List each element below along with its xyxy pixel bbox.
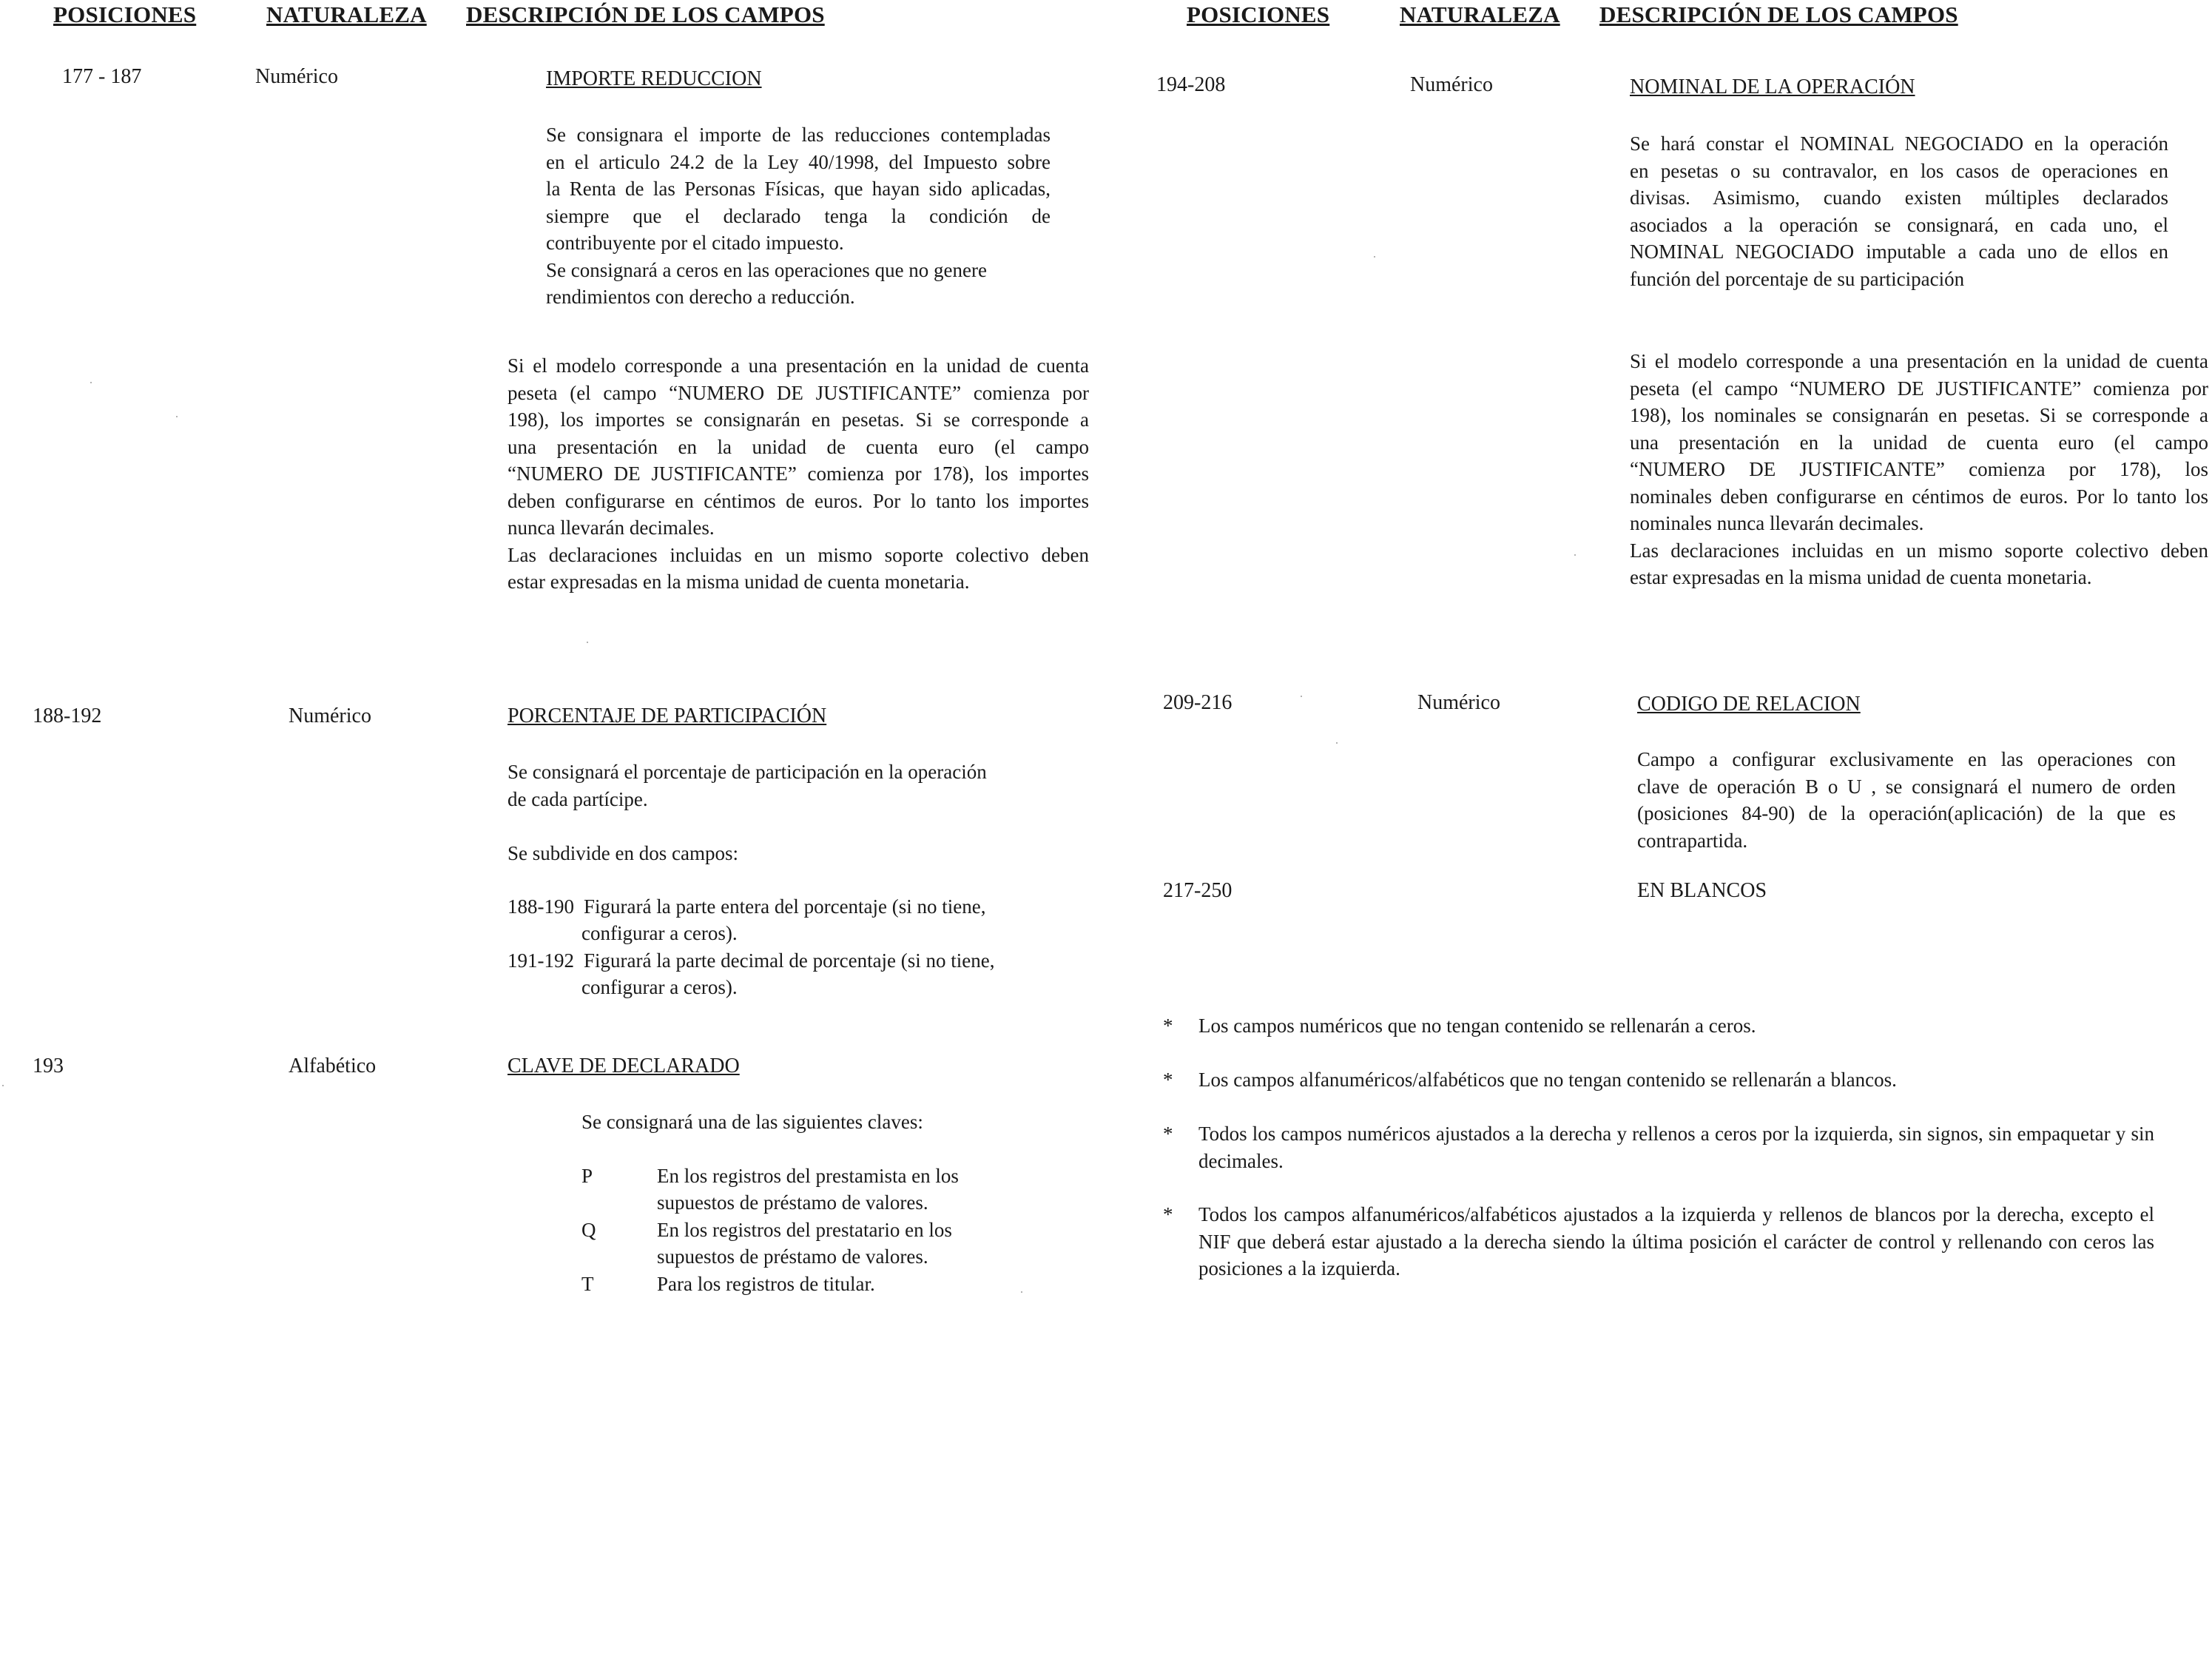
- header-positions-right: POSICIONES: [1187, 1, 1330, 27]
- text-line: peseta (el campo “NUMERO DE JUSTIFICANTE” comienza por: [1630, 377, 2208, 400]
- text-line: clave de operación B o U , se consignará el numero de orden: [1637, 775, 2176, 798]
- header-positions-left: POSICIONES: [53, 1, 197, 27]
- text-line: rendimientos con derecho a reducción.: [546, 286, 855, 308]
- field-194-description: [1630, 130, 2168, 292]
- text-line: NOMINAL NEGOCIADO imputable a cada uno de ellos en: [1630, 240, 2168, 263]
- text-line: Se consignará a ceros en las operaciones que no genere: [546, 258, 987, 281]
- note-text: Los campos alfanuméricos/alfabéticos que no tengan contenido se rellenarán a blancos.: [1198, 1069, 1897, 1091]
- subfield-text: Figurará la parte decimal de porcentaje (si no tiene,: [584, 949, 995, 972]
- field-194-title: NOMINAL DE LA OPERACIÓN: [1630, 75, 1915, 98]
- text-line: peseta (el campo “NUMERO DE JUSTIFICANTE” comienza por: [508, 381, 1089, 404]
- text-line: estar expresadas en la misma unidad de cuenta monetaria.: [508, 571, 970, 593]
- key-description: Para los registros de titular.: [657, 1273, 875, 1295]
- text-line: nominales deben configurarse en céntimos de euros. Por lo tanto los: [1630, 485, 2208, 508]
- subfield-text: configurar a ceros).: [581, 922, 738, 944]
- field-177-currency-note: [508, 352, 1089, 596]
- key-letter: P: [581, 1165, 593, 1187]
- header-description-left: DESCRIPCIÓN DE LOS CAMPOS: [466, 1, 825, 27]
- note-text: Todos los campos alfanuméricos/alfabéticos ajustados a la izquierda y rellenos de blancos por la derecha, excepto el NIF que deberá estar ajustado a la derecha siendo la última posición el carácter de control y rellenando con ceros las posiciones a la izquierda.: [1198, 1203, 2154, 1279]
- text-line: Si el modelo corresponde a una presentación en la unidad de cuenta: [508, 354, 1089, 377]
- scan-speck: [1301, 696, 1302, 697]
- text-line: una presentación en la unidad de cuenta euro (el campo: [508, 435, 1089, 458]
- text-line: una presentación en la unidad de cuenta euro (el campo: [1630, 431, 2208, 454]
- note-alpha-empty: [1163, 1066, 2158, 1096]
- scan-speck: [1374, 256, 1375, 258]
- text-line: Se consignará el porcentaje de participación en la operación: [508, 761, 987, 783]
- subfield-text: configurar a ceros).: [581, 976, 738, 998]
- key-letter: Q: [581, 1219, 596, 1241]
- field-177-title: IMPORTE REDUCCION: [546, 67, 762, 90]
- text-line: asociados a la operación se consignará, en cada uno, el: [1630, 213, 2168, 236]
- text-line: Las declaraciones incluidas en un mismo soporte colectivo deben: [1630, 539, 2208, 562]
- field-194-nature: Numérico: [1410, 73, 1493, 96]
- text-line: estar expresadas en la misma unidad de cuenta monetaria.: [1630, 566, 2092, 588]
- text-line: Se hará constar el NOMINAL NEGOCIADO en la operación: [1630, 132, 2168, 155]
- key-p: [581, 1163, 1025, 1217]
- text-line: contrapartida.: [1637, 829, 1748, 852]
- note-text: Todos los campos numéricos ajustados a la derecha y rellenos a ceros por la izquierda, sin signos, sin empaquetar y sin decimales.: [1198, 1123, 2154, 1172]
- text-line: divisas. Asimismo, cuando existen múltiples declarados: [1630, 186, 2168, 209]
- note-numeric-format: [1163, 1120, 2158, 1177]
- key-t: [581, 1271, 1025, 1299]
- text-line: contribuyente por el citado impuesto.: [546, 232, 844, 254]
- scan-speck: [1574, 554, 1576, 556]
- field-193-title: CLAVE DE DECLARADO: [508, 1054, 740, 1077]
- key-q: [581, 1217, 1025, 1271]
- text-line: Campo a configurar exclusivamente en las operaciones con: [1637, 748, 2176, 770]
- note-alpha-format: [1163, 1201, 2158, 1284]
- note-text: Los campos numéricos que no tengan contenido se rellenarán a ceros.: [1198, 1015, 1756, 1037]
- text-line: siempre que el declarado tenga la condición de: [546, 204, 1051, 227]
- field-217-text: EN BLANCOS: [1637, 879, 1767, 902]
- subfield-188-190: [508, 893, 1070, 948]
- bullet: *: [1163, 1123, 1173, 1145]
- scan-speck: [1021, 1291, 1022, 1293]
- key-description: supuestos de préstamo de valores.: [657, 1191, 928, 1214]
- text-line: nunca llevarán decimales.: [508, 517, 715, 539]
- text-line: en el articulo 24.2 de la Ley 40/1998, del Impuesto sobre: [546, 150, 1051, 173]
- subfield-range: 188-190: [508, 895, 574, 918]
- subfield-191-192: [508, 947, 1070, 1002]
- key-description: En los registros del prestatario en los: [657, 1219, 952, 1241]
- field-188-positions: 188-192: [33, 704, 102, 727]
- field-209-positions: 209-216: [1163, 691, 1233, 714]
- scan-speck: [2, 1085, 4, 1086]
- field-177-positions: 177 - 187: [62, 65, 142, 88]
- field-194-currency-note: [1630, 348, 2208, 591]
- header-description-right: DESCRIPCIÓN DE LOS CAMPOS: [1599, 1, 1958, 27]
- text-line: “NUMERO DE JUSTIFICANTE” comienza por 178), los: [1630, 458, 2208, 480]
- text-line: (posiciones 84-90) de la operación(aplicación) de la que es: [1637, 802, 2176, 824]
- field-193-nature: Alfabético: [289, 1054, 377, 1077]
- scan-speck: [587, 642, 588, 643]
- field-194-positions: 194-208: [1156, 73, 1226, 96]
- bullet: *: [1163, 1203, 1173, 1225]
- field-188-title: PORCENTAJE DE PARTICIPACIÓN: [508, 704, 827, 727]
- field-188-nature: Numérico: [289, 704, 371, 727]
- text-line: la Renta de las Personas Físicas, que hayan sido aplicadas,: [546, 178, 1051, 200]
- subfield-text: Figurará la parte entera del porcentaje (si no tiene,: [584, 895, 986, 918]
- key-description: En los registros del prestamista en los: [657, 1165, 959, 1187]
- key-letter: T: [581, 1273, 594, 1295]
- scan-speck: [90, 382, 92, 383]
- text-line: Si el modelo corresponde a una presentación en la unidad de cuenta: [1630, 350, 2208, 372]
- field-193-intro: Se consignará una de las siguientes claves:: [581, 1111, 923, 1133]
- header-nature-left: NATURALEZA: [266, 1, 427, 27]
- header-nature-right: NATURALEZA: [1400, 1, 1560, 27]
- text-line: función del porcentaje de su participación: [1630, 267, 1965, 290]
- key-description: supuestos de préstamo de valores.: [657, 1245, 928, 1268]
- scan-speck: [1336, 742, 1338, 744]
- field-188-description: [508, 758, 1099, 813]
- scan-speck: [176, 416, 178, 417]
- text-line: 198), los nominales se consignarán en pesetas. Si se corresponde a: [1630, 404, 2208, 426]
- text-line: Las declaraciones incluidas en un mismo soporte colectivo deben: [508, 543, 1089, 566]
- field-217-positions: 217-250: [1163, 879, 1233, 902]
- text-line: nominales nunca llevarán decimales.: [1630, 512, 1924, 534]
- field-209-title: CODIGO DE RELACION: [1637, 693, 1861, 716]
- bullet: *: [1163, 1069, 1173, 1091]
- text-line: “NUMERO DE JUSTIFICANTE” comienza por 178), los importes: [508, 462, 1089, 485]
- subfield-range: 191-192: [508, 949, 574, 972]
- text-line: en pesetas o su contravalor, en los casos de operaciones en: [1630, 159, 2168, 182]
- field-177-nature: Numérico: [255, 65, 338, 88]
- text-line: Se consignara el importe de las reducciones contempladas: [546, 124, 1051, 146]
- text-line: deben configurarse en céntimos de euros. Por lo tanto los importes: [508, 489, 1089, 512]
- text-line: 198), los importes se consignarán en pesetas. Si se corresponde a: [508, 408, 1089, 431]
- bullet: *: [1163, 1015, 1173, 1037]
- field-193-positions: 193: [33, 1054, 64, 1077]
- text-line: de cada partícipe.: [508, 787, 648, 810]
- field-177-description: [546, 121, 1051, 311]
- field-209-nature: Numérico: [1417, 691, 1500, 714]
- field-209-description: [1637, 746, 2176, 854]
- note-numeric-empty: [1163, 1012, 2158, 1042]
- field-188-subdivide: Se subdivide en dos campos:: [508, 842, 738, 864]
